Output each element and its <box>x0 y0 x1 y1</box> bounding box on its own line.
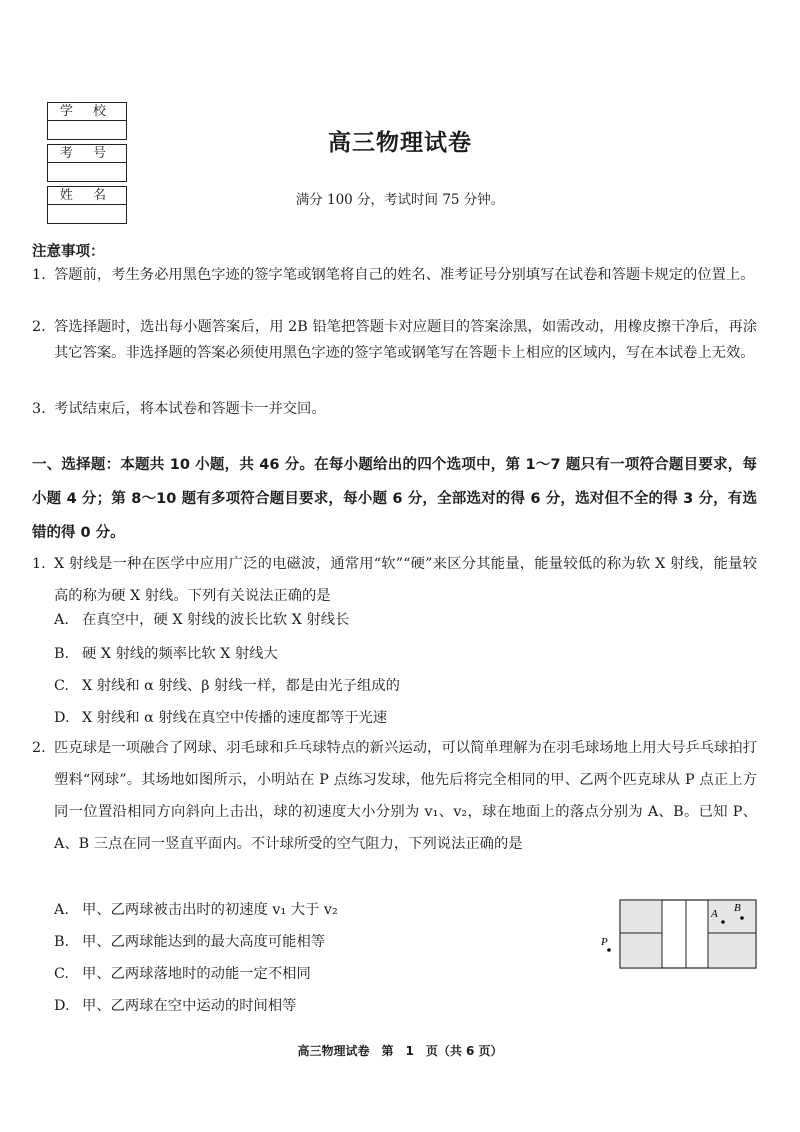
question-stem: X 射线是一种在医学中应用广泛的电磁波，通常用“软”“硬”来区分其能量，能量较低的称为软 X 射线，能量较高的称为硬 X 射线。下列有关说法正确的是 <box>54 556 757 604</box>
point-b-marker <box>740 916 744 920</box>
option-letter: D. <box>54 998 70 1014</box>
exam-subtitle: 满分 100 分，考试时间 75 分钟。 <box>295 192 505 208</box>
q2-option-c <box>54 958 311 990</box>
info-label-exam-number: 考 号 <box>47 144 127 162</box>
court-left-zone <box>620 900 662 968</box>
question-number: 1. <box>32 556 46 572</box>
option-text: 甲、乙两球落地时的动能一定不相同 <box>82 966 311 982</box>
q1-option-d <box>54 702 387 734</box>
notes-heading: 注意事项： <box>32 244 105 260</box>
point-p-label: P <box>601 936 608 948</box>
page-title: 高三物理试卷 <box>328 130 472 156</box>
section-one-heading: 一、选择题：本题共 10 小题，共 46 分。在每小题给出的四个选项中，第 1～7 题只有一项符合题目要求，每小题 4 分；第 8～10 题有多项符合题目要求，每小题 6 分，全部选对的得 6 分，选对但不全的得 3 分，有选错的得 0 分。 <box>32 457 757 541</box>
option-text: 在真空中，硬 X 射线的波长比软 X 射线长 <box>82 612 350 628</box>
option-text: 甲、乙两球在空中运动的时间相等 <box>82 998 297 1014</box>
option-letter: A. <box>54 902 69 918</box>
note-number: 1. <box>32 267 46 283</box>
q2-option-b <box>54 926 325 958</box>
q2-option-d <box>54 990 296 1022</box>
option-text: 硬 X 射线的频率比软 X 射线大 <box>82 646 278 662</box>
option-text: 甲、乙两球能达到的最大高度可能相等 <box>82 934 326 950</box>
note-text: 答选择题时，选出每小题答案后，用 2B 铅笔把答题卡对应题目的答案涂黑，如需改动，用橡皮擦干净后，再涂其它答案。非选择题的答案必须使用黑色字迹的签字笔或钢笔写在答题卡上相应的区域内，写在本试卷上无效。 <box>54 319 757 361</box>
option-text: 甲、乙两球被击出时的初速度 v₁ 大于 v₂ <box>82 902 338 918</box>
option-text: X 射线和 α 射线、β 射线一样，都是由光子组成的 <box>82 678 400 694</box>
court-diagram <box>598 898 758 970</box>
question-number: 2. <box>32 740 46 756</box>
note-item <box>32 262 757 288</box>
option-letter: B. <box>54 646 70 662</box>
option-letter: C. <box>54 966 69 982</box>
info-label-school: 学 校 <box>47 102 127 120</box>
question-1 <box>32 548 757 612</box>
option-letter: A. <box>54 612 69 628</box>
exam-number-field[interactable] <box>47 162 127 182</box>
note-text: 答题前，考生务必用黑色字迹的签字笔或钢笔将自己的姓名、准考证号分别填写在试卷和答题卡规定的位置上。 <box>54 267 755 283</box>
question-2 <box>32 732 757 860</box>
note-text: 考试结束后，将本试卷和答题卡一并交回。 <box>54 401 326 417</box>
student-info-block <box>47 102 127 228</box>
q1-option-a <box>54 604 349 636</box>
q1-option-b <box>54 638 278 670</box>
question-stem: 匹克球是一项融合了网球、羽毛球和乒乓球特点的新兴运动，可以简单理解为在羽毛球场地上用大号乒乓球拍打塑料“网球”。其场地如图所示，小明站在 P 点练习发球，他先后将完全相同的甲、乙两个匹克球从 P 点正上方同一位置沿相同方向斜向上击出，球的初速度大小分别为 v₁、v₂，球在地面上的落点分别为 A、B。已知 P、A、B 三点在同一竖直平面内。不计球所受的空气阻力，下列说法正确的是 <box>54 740 757 852</box>
option-letter: D. <box>54 710 70 726</box>
point-a-marker <box>721 920 725 924</box>
page-footer: 高三物理试卷 第 1 页（共 6 页） <box>297 1044 503 1058</box>
point-p-marker <box>607 948 611 952</box>
q1-option-c <box>54 670 400 702</box>
note-number: 2. <box>32 319 46 335</box>
point-b-label: B <box>734 902 741 914</box>
option-text: X 射线和 α 射线在真空中传播的速度都等于光速 <box>82 710 388 726</box>
note-number: 3. <box>32 401 46 417</box>
note-item <box>32 314 757 366</box>
info-label-name: 姓 名 <box>47 186 127 204</box>
option-letter: B. <box>54 934 70 950</box>
point-a-label: A <box>711 908 718 920</box>
q2-option-a <box>54 894 338 926</box>
note-item <box>32 396 757 422</box>
option-letter: C. <box>54 678 69 694</box>
